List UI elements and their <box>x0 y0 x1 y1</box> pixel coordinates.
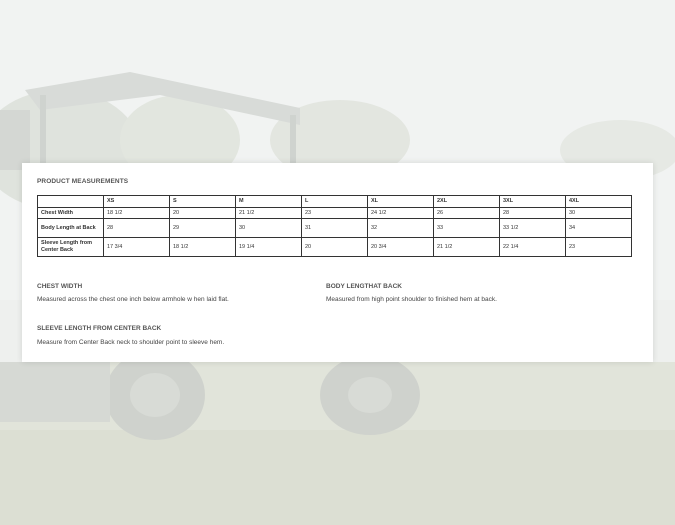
header-xl: XL <box>368 196 434 208</box>
header-2xl: 2XL <box>434 196 500 208</box>
table-row-body-length <box>38 219 632 238</box>
panel-title: PRODUCT MEASUREMENTS <box>37 178 129 185</box>
table-cell: 17 3/4 <box>104 238 170 257</box>
body-length-heading: BODY LENGTHAT BACK <box>326 283 402 290</box>
sleeve-length-heading: SLEEVE LENGTH FROM CENTER BACK <box>37 325 162 332</box>
header-xs: XS <box>104 196 170 208</box>
header-l: L <box>302 196 368 208</box>
table-cell: 20 <box>170 208 236 219</box>
table-row-chest-width <box>38 208 632 219</box>
table-cell: 23 <box>566 238 632 257</box>
table-cell: 23 <box>302 208 368 219</box>
table-cell: 20 3/4 <box>368 238 434 257</box>
table-cell: 21 1/2 <box>236 208 302 219</box>
header-empty <box>38 196 104 208</box>
table-cell: 30 <box>236 219 302 238</box>
row-label: Chest Width <box>38 208 104 219</box>
header-3xl: 3XL <box>500 196 566 208</box>
table-cell: 33 1/2 <box>500 219 566 238</box>
row-label: Sleeve Length from Center Back <box>38 238 104 257</box>
measurements-panel <box>22 163 653 362</box>
table-cell: 34 <box>566 219 632 238</box>
table-cell: 31 <box>302 219 368 238</box>
header-s: S <box>170 196 236 208</box>
row-label: Body Length at Back <box>38 219 104 238</box>
table-cell: 29 <box>170 219 236 238</box>
sleeve-length-text: Measure from Center Back neck to shoulder point to sleeve hem. <box>37 339 225 346</box>
table-cell: 28 <box>500 208 566 219</box>
table-header-row <box>38 196 632 208</box>
table-cell: 20 <box>302 238 368 257</box>
body-length-text: Measured from high point shoulder to finished hem at back. <box>326 296 497 303</box>
table-cell: 28 <box>104 219 170 238</box>
table-cell: 22 1/4 <box>500 238 566 257</box>
table-cell: 18 1/2 <box>170 238 236 257</box>
table-cell: 21 1/2 <box>434 238 500 257</box>
header-4xl: 4XL <box>566 196 632 208</box>
table-cell: 19 1/4 <box>236 238 302 257</box>
table-cell: 24 1/2 <box>368 208 434 219</box>
table-cell: 18 1/2 <box>104 208 170 219</box>
table-cell: 26 <box>434 208 500 219</box>
table-cell: 30 <box>566 208 632 219</box>
table-cell: 32 <box>368 219 434 238</box>
chest-width-text: Measured across the chest one inch below armhole w hen laid flat. <box>37 296 229 303</box>
table-row-sleeve-length <box>38 238 632 257</box>
header-m: M <box>236 196 302 208</box>
table-cell: 33 <box>434 219 500 238</box>
size-chart-table <box>37 195 632 257</box>
chest-width-heading: CHEST WIDTH <box>37 283 83 290</box>
